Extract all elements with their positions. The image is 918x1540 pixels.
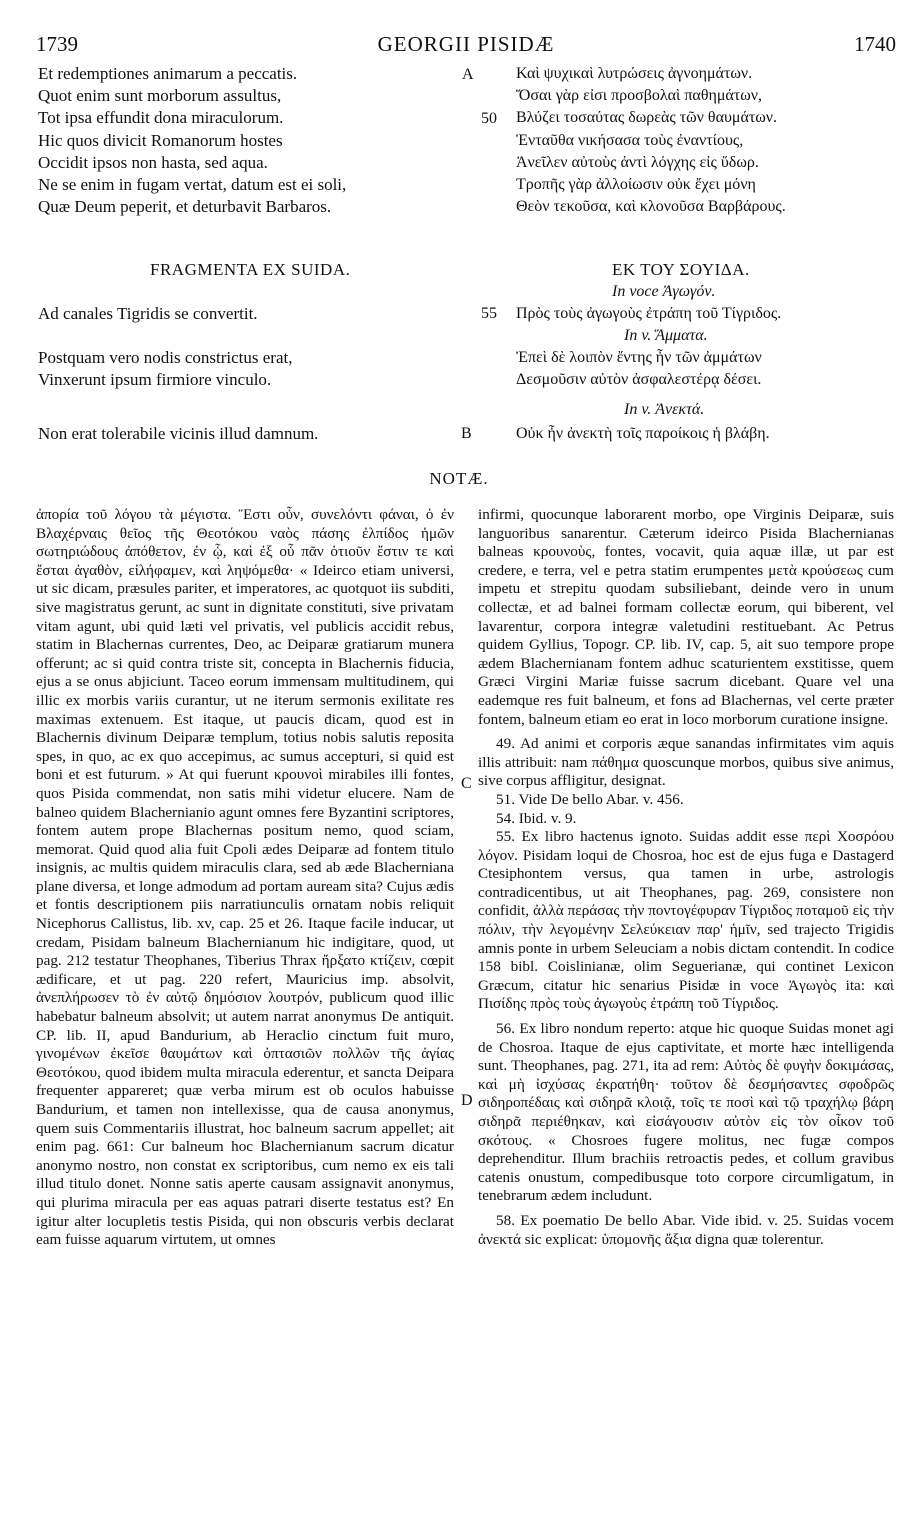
margin-mark-b: B [461,425,472,442]
fragments-latin-title: FRAGMENTA EX SUIDA. [150,260,351,279]
note-51: 51. Vide De bello Abar. v. 456. [496,790,684,808]
poem-latin-line: Hic quos divicit Romanorum hostes [38,130,283,150]
margin-mark-a: A [462,66,474,83]
fragment-latin-3: Vinxerunt ipsum firmiore vinculo. [38,370,272,389]
margin-line-number-50: 50 [481,110,497,127]
fragment-greek-head-2: In v. Ἅμματα. [624,327,708,344]
notes-right-column [478,506,894,1516]
poem-greek-line: Ὅσαι γὰρ εἰσι προσβολαὶ παθημάτων, [516,87,762,105]
running-title: GEORGII PISIDÆ [377,32,555,56]
poem-latin-line: Et redemptiones animarum a peccatis. [38,64,298,83]
poem-latin [38,63,458,218]
fragment-greek-3: Δεσμοῦσιν αὐτὸν ἀσφαλεστέρᾳ δέσει. [516,371,762,388]
running-header [36,32,896,62]
note-56: 56. Ex libro nondum reperto: atque hic quoque Suidas monet agi de Chosroa. Itaque de ejus captivitate, et morte hæc intelligenda sunt. Theophanes, pag. 271, ita ad rem: Αὐτὸς δὲ φυγὴν δοκιμάσας, καὶ μὴ ἰσχύσας ἐκρατήθη· τοῦτον δὲ δεσμήσαντες σφοδρῶς σιδηροπέδαις καὶ σιδηρᾶ κλοιᾷ, τοῖς τε ποσὶ καὶ τῷ τραχήλῳ βάρη σιδηρᾶ περιέθηκαν, καὶ εἰσάγουσιν αὐτὸν εἰς τὸν οἶκον τοῦ σκότους. « Chosroes fugere molitus, nec fugæ compos deprehenditur. Illum brachiis retroactis pedes, et collum gravibus catenis onustum, compedibusque toto corpore circumligatum, in tenebrarum ædem includunt. [478,1020,894,1205]
poem-latin-line: Tot ipsa effundit dona miraculorum. [38,108,284,128]
left-page-number: 1739 [36,32,78,56]
poem-latin-line: Quæ Deum peperit, et deturbavit Barbaros. [38,197,332,217]
fragment-greek-4: Οὐκ ἦν ἀνεκτὴ τοῖς παροίκοις ἡ βλάβη. [516,425,770,442]
fragment-latin-4: Non erat tolerabile vicinis illud damnum. [38,424,319,443]
poem-greek-line: Ἀνεῖλεν αὐτοὺς ἀντὶ λόγχης εἰς ὕδωρ. [516,153,759,171]
poem-greek-line: Ἐνταῦθα νικήσασα τοὺς ἐναντίους, [516,131,744,149]
poem-latin-line: Ne se enim in fugam vertat, datum est ei soli, [38,174,347,194]
notes-left-column [36,506,454,1516]
fragment-greek-2: Ἐπεὶ δὲ λοιπὸν ἔντης ἦν τῶν ἀμμάτων [516,349,762,366]
poem-greek-line: Θεὸν τεκοῦσα, καὶ κλονοῦσα Βαρβάρους. [516,198,786,216]
poem-greek-line: Βλύζει τοσαύτας δωρεὰς τῶν θαυμάτων. [516,109,778,127]
poem-greek-line: Καὶ ψυχικαὶ λυτρώσεις ἀγνοημάτων. [516,65,753,82]
poem-latin-line: Quot enim sunt morborum assultus, [38,86,282,106]
fragment-latin-1: Ad canales Tigridis se convertit. [38,304,258,323]
poem-greek [516,63,896,218]
fragment-greek-head-1: In voce Ἀγωγόν. [612,283,716,300]
margin-mark-d: D [461,1092,473,1109]
margin-mark-c: C [461,775,472,792]
right-page-number: 1740 [854,32,896,56]
fragment-latin-2: Postquam vero nodis constrictus erat, [38,348,293,367]
note-49: 49. Ad animi et corporis æque sanandas infirmitates vim aquis illis attribuit: nam πάθημα quoscunque morbos, quibus sive animus, sive corpus affligitur, designat. [478,735,894,790]
poem-latin-line: Occidit ipsos non hasta, sed aqua. [38,152,268,172]
note-continuation-left: ἀπορία τοῦ λόγου τὰ μέγιστα. Ἔστι οὖν, συνελόντι φάναι, ὁ ἐν Βλαχέρναις θεῖος τῆς Θεοτόκου ναὸς πάσης ἐλπίδος ἡμῶν σωτηριώδους ἀπόθετον, ἐν ᾧ, καὶ ἐξ οὗ πᾶν ὁτιοῦν ἔστιν τε καὶ ἔσται ἀγαθὸν, εἰλήφαμεν, καὶ ληψόμεθα· « Ideirco etiam universi, ut sic dicam, præsules pariter, et imperatores, ac quotquot iis subditi, sive magistratus gerunt, ac sunt in dignitate constituti, sive privatam vitam agunt, ubi quid læti vel privatis, vel publicis accidit rebus, statim in Blachernas currentes, Deo, ac Deiparæ gratiarum munera offerunt; ac si quid contra triste sit, concepta in Blachernis fiducia, ejus a se onus abjiciunt. Taceo eorum immensam multitudinem, qui illic ex morbis variis curantur, ut ne iterum sermonis exilitate res maximas extenuem. Est itaque, ut paucis dicam, quod est in Blachernis divinum Deiparæ templum, totius nobis salutis reposita spes, in quo, ac ex quo accepimus, ac sumus accepturi, si quid est boni et est futurum. » At qui fuerunt κρουνοὶ mirabiles illi fontes, quos Pisida commendat, non satis mihi videtur elucere. Nam de balneo quidem Blachernianio agunt omnes fere Byzantini scriptores, fontem autem prope Blachernas positum nemo, quod sciam, memorat. Quid quod alia fuit Cpoli ædes Deiparæ ad fontem titulo insignis, ac multis quidem miraculis clara, sed ab æde Blachernianа plane diversa, et longe admodum ad portam auream sita? Cujus ædis et fontis descriptionem piis narratiunculis ornatam nobis reliquit Nicephorus Callistus, lib. xv, cap. 25 et 26. Itaque facile inducar, ut credam, Pisidam balneum Blachernianum hic indigitare, quod, ut pag. 212 testatur Theophanes, Tiberius Thrax ἤρξατο κτίζειν, cœpit ædificare, et ut pag. 220 refert, Mauricius imp. absolvit, ἀνεπλήρωσεν τὸ ἐν αὐτῷ δημόσιον λουτρόν, publicum quod illic habebatur balneum absolvit; ut autem narrat anonymus De antiquit. CP. lib. II, apud Bandurium, ab Heraclio cinctum fuit muro, γινομένων ἐκεῖσε θαυμάτων καὶ ὀπτασιῶν πολλῶν τῆς ἁγίας Θεοτόκου, quod ibidem multa miracula ederentur, et sancta Deipara frequenter appareret; quæ verba mirum est ob oculos habuisse Bandurium, et tamen non intellexisse, qua de causa anonymus, quem suis Commentariis illustrat, hoc balneum sacrum appellet; ait enim pag. 661: Cur balneum hoc Blachernianum sacrum dicatur anonymo nostro, non constat ex scriptoribus, cum nemo ex eis tali illud titulo donet. Nonne satis aperte causam assignavit anonymus, qui plurima miracula per eas aquas patrari diserte testatus est? En igitur alter locupletis testis Pisida, qui non obscuris verbis declarat eam fuisse aquarum virtutem, ut omnes [36,506,454,1249]
fragment-greek-head-3: In v. Ἀνεκτά. [624,401,705,418]
margin-line-number-55: 55 [481,305,497,322]
poem-greek-line: Τροπῆς γὰρ ἀλλοίωσιν οὐκ ἔχει μόνη [516,175,756,193]
fragment-greek-1: Πρὸς τοὺς ἀγωγοὺς ἐτράπη τοῦ Τίγριδος. [516,305,782,322]
note-58: 58. Ex poematio De bello Abar. Vide ibid. v. 25. Suidas vocem ἀνεκτά sic explicat: ὑπομονῆς ἄξια digna quæ tolerentur. [478,1211,894,1248]
notae-title: NOTÆ. [429,469,489,488]
note-55: 55. Ex libro hactenus ignoto. Suidas addit esse περὶ Χοσρόου λόγον. Pisidam loqui de Chosroa, hoc est de ejus fuga e Dastagerd Ctesiphontem versus, qua tamen in urbe, astrologis contradicentibus, ut ait Theophanes, pag. 269, consistere non confidit, ἀλλὰ περάσας τὴν ποντογέφυραν Τίγριδος ποταμοῦ εἰς τὴν πόλιν, τὴν λεγομένην Σελεύκειαν παρ' ἡμῖν, sed trajecto Trigidis amnis ponte in urbem Seleuciam a nobis dictam contendit. In codice 158 bibl. Coislinianæ, olim Seguerianæ, qui continet Lexicon Græcum, citatur hic senarius Pisidæ in voce Ἀγωγὸς ita: καὶ Πισίδης πρὸς τοὺς ἀγωγοὺς ἐτράπη τοῦ Τίγριδος. [478,828,894,1013]
note-54: 54. Ibid. v. 9. [496,809,577,827]
note-continuation-right: infirmi, quocunque laborarent morbo, ope Virginis Deiparæ, suis languoribus sanarentur. Cæterum ideirco Pisida Blachernianas balneas κρουνοὺς, fontes, vocavit, quia aquæ illæ, ut par est credere, e terra, vel e petra statim erumpentes μετὰ κρούσεως cum impetu et strepitu quodam subsiliebant, deinde vero in unum collectæ, et ad balnei formam collectæ eorum, qui biberent, vel lavarentur, corpora integræ valetudini restituebant. Ac Petrus quidem Gyllius, Topogr. CP. lib. IV, cap. 5, ait suo tempore prope ædem Blachernianam fontem adhuc scaturientem exstitisse, quem Græci Virgini Mariæ fuisse sacrum dicebant. Quare vel una eademque res fuit balneum, et fons ad Blachernas, vel certe præter fontem, balneum etiam eo erat in loco morborum curatione insigne. [478,506,894,728]
fragments-greek-title: ΕΚ ΤΟΥ ΣΟΥΙΔΑ. [612,260,750,279]
